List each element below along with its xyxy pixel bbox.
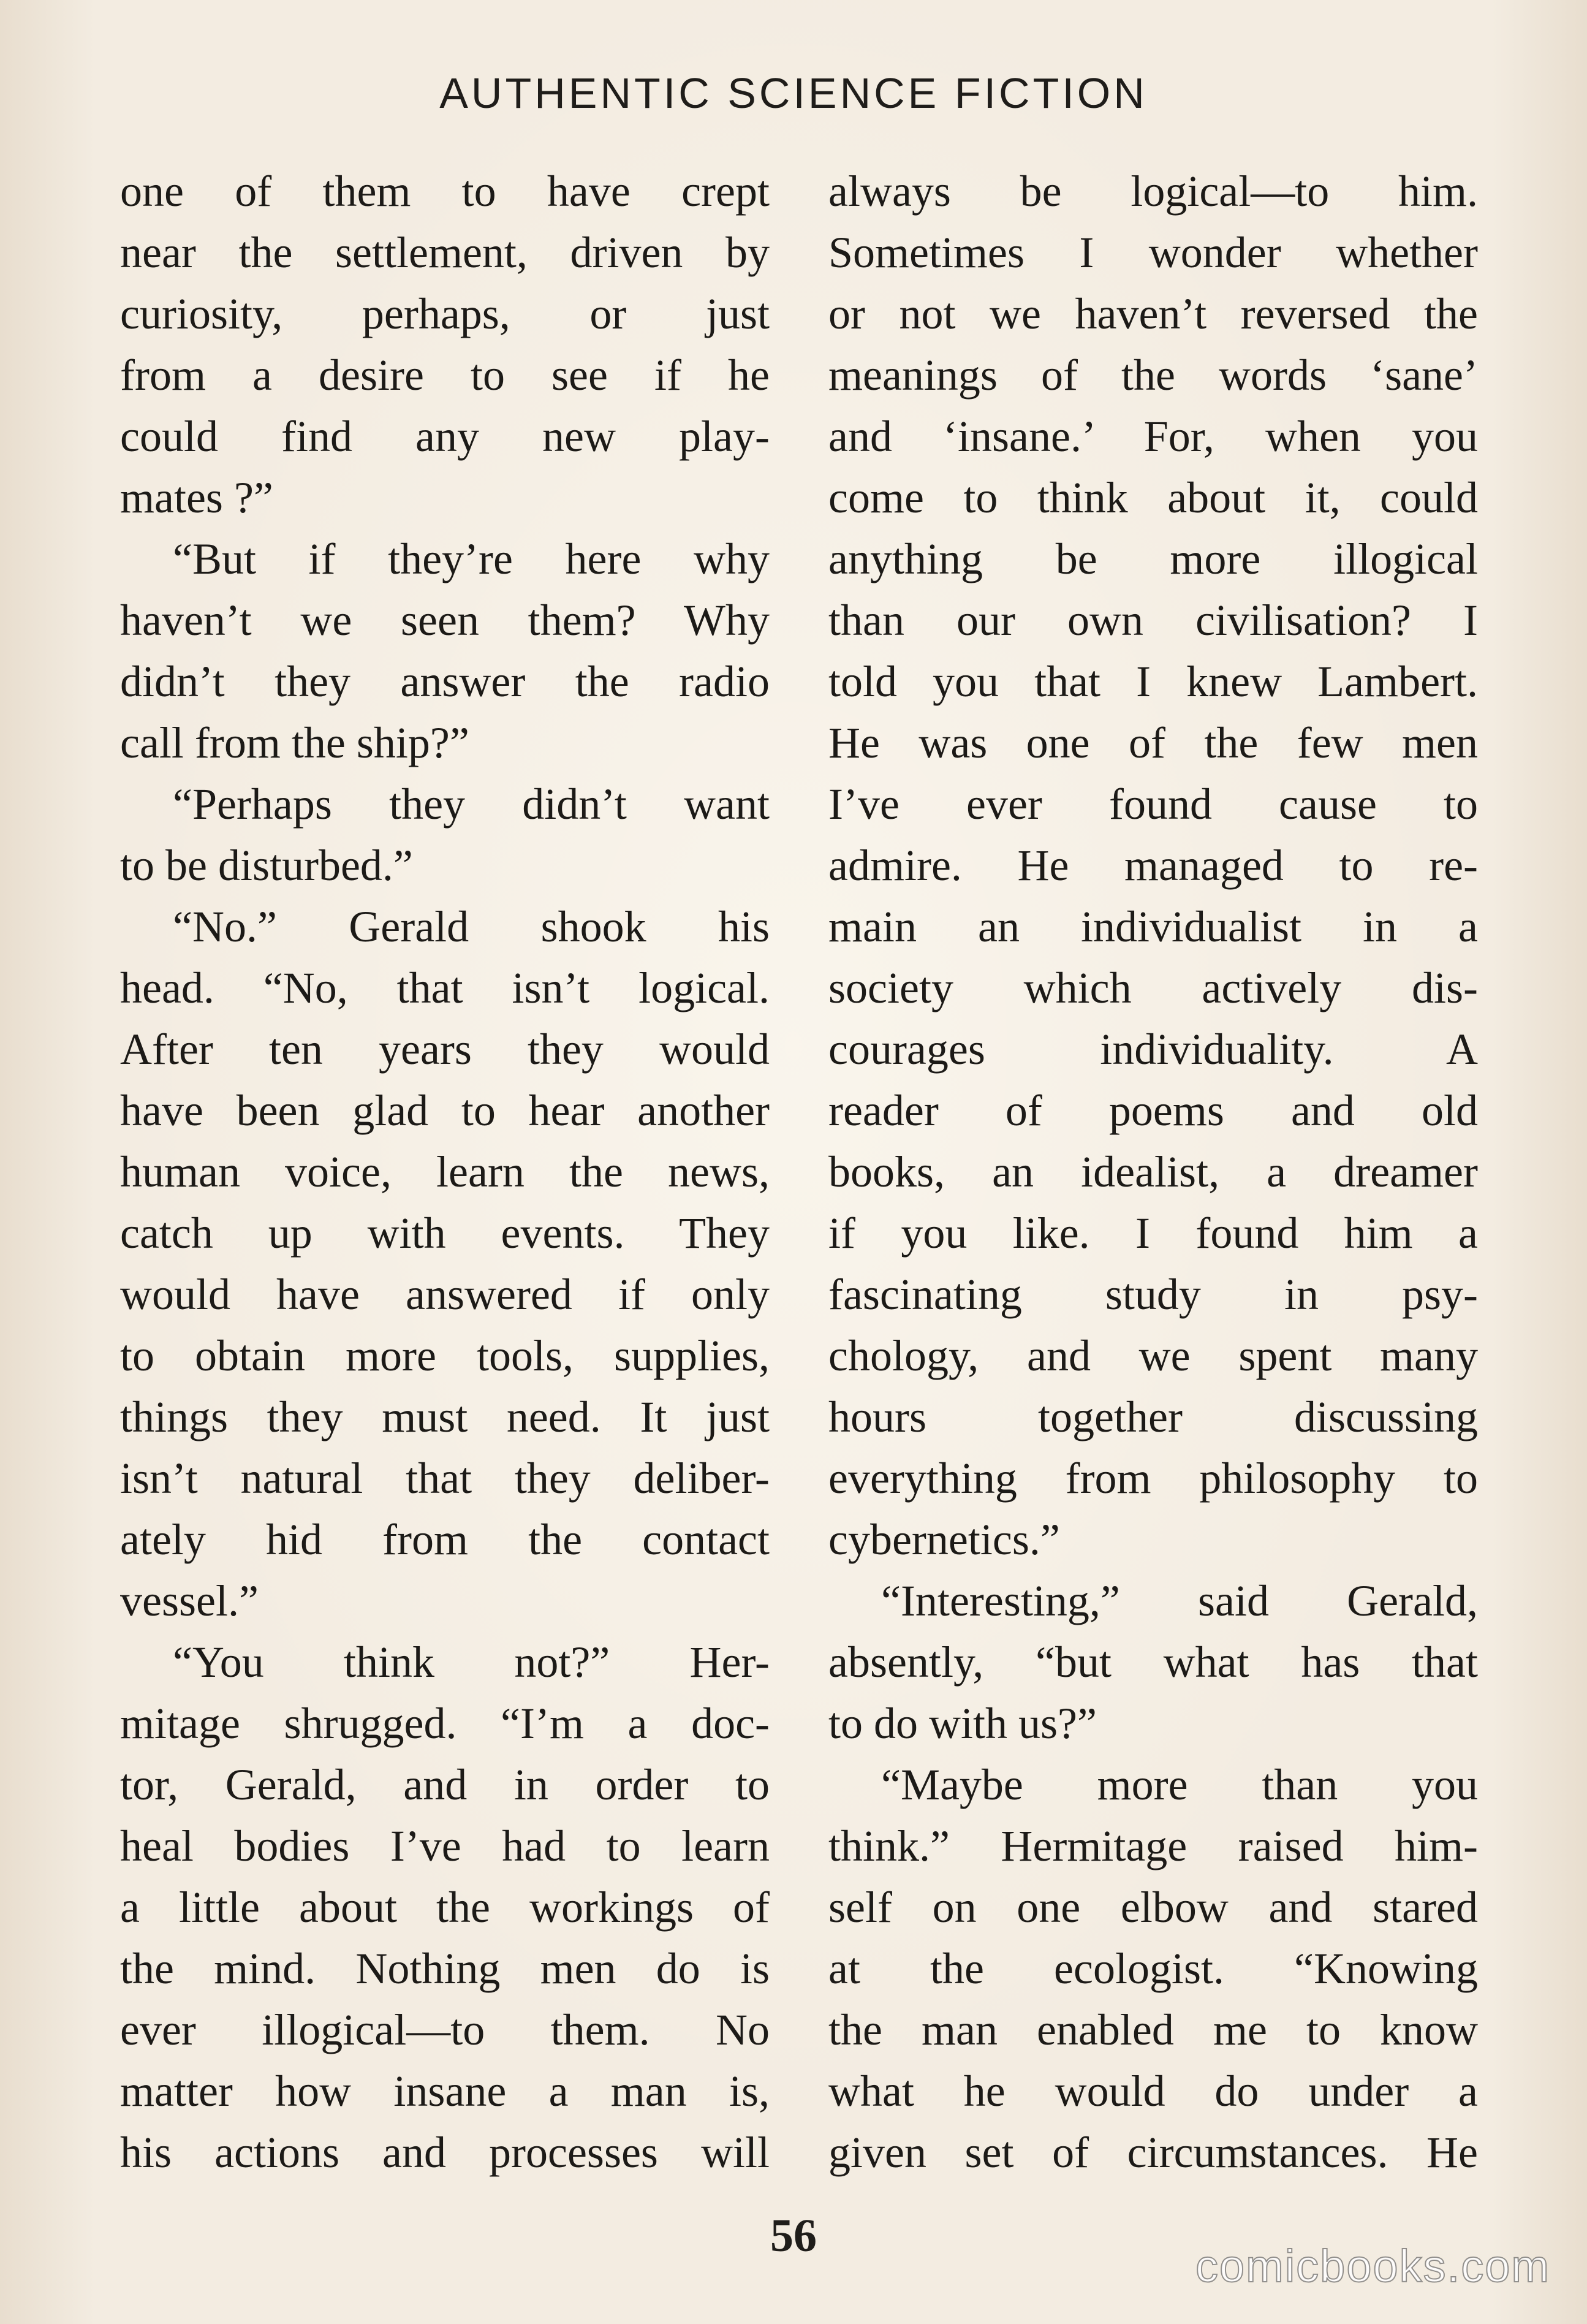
text-line: always be logical—to him. bbox=[828, 167, 1478, 216]
text-line: would have answered if only bbox=[120, 1270, 770, 1319]
text-line: admire. He managed to re- bbox=[828, 841, 1478, 890]
text-line: or not we haven’t reversed the bbox=[828, 289, 1478, 338]
text-line: meanings of the words ‘sane’ bbox=[828, 351, 1478, 400]
text-line: absently, “but what has that bbox=[828, 1638, 1478, 1687]
text-line: He was one of the few men bbox=[828, 718, 1478, 767]
text-line: think.” Hermitage raised him- bbox=[828, 1821, 1478, 1870]
text-line: what he would do under a bbox=[828, 2067, 1478, 2116]
text-line: to obtain more tools, supplies, bbox=[120, 1331, 770, 1380]
text-line: from a desire to see if he bbox=[120, 351, 770, 400]
text-line: “Maybe more than you bbox=[881, 1760, 1478, 1809]
text-line: could find any new play- bbox=[120, 412, 770, 461]
text-line: “Interesting,” said Gerald, bbox=[881, 1576, 1478, 1625]
text-line: self on one elbow and stared bbox=[828, 1883, 1478, 1932]
text-line: books, an idealist, a dreamer bbox=[828, 1147, 1478, 1196]
text-line: “No.” Gerald shook his bbox=[173, 902, 770, 951]
text-line: mates ?” bbox=[120, 473, 273, 522]
text-line: told you that I knew Lambert. bbox=[828, 657, 1478, 706]
text-line: fascinating study in psy- bbox=[828, 1270, 1478, 1319]
text-line: ever illogical—to them. No bbox=[120, 2005, 770, 2054]
text-line: near the settlement, driven by bbox=[120, 228, 770, 277]
text-line: his actions and processes will bbox=[120, 2128, 770, 2177]
text-line: haven’t we seen them? Why bbox=[120, 596, 770, 645]
text-line: isn’t natural that they deliber- bbox=[120, 1454, 770, 1503]
running-head-title: AUTHENTIC SCIENCE FICTION bbox=[439, 69, 1148, 117]
text-line: matter how insane a man is, bbox=[120, 2067, 770, 2116]
text-line: I’ve ever found cause to bbox=[828, 780, 1478, 829]
text-line: and ‘insane.’ For, when you bbox=[828, 412, 1478, 461]
text-line: catch up with events. They bbox=[120, 1209, 770, 1258]
text-line: call from the ship?” bbox=[120, 718, 469, 767]
text-line: anything be more illogical bbox=[828, 534, 1478, 583]
text-line: human voice, learn the news, bbox=[120, 1147, 770, 1196]
text-line: “But if they’re here why bbox=[173, 534, 770, 583]
text-line: ately hid from the contact bbox=[120, 1515, 770, 1564]
text-line: courages individuality. A bbox=[828, 1025, 1478, 1074]
text-line: at the ecologist. “Knowing bbox=[828, 1944, 1478, 1993]
text-line: chology, and we spent many bbox=[828, 1331, 1478, 1380]
text-line: a little about the workings of bbox=[120, 1883, 770, 1932]
text-line: main an individualist in a bbox=[828, 902, 1478, 951]
page-number: 56 bbox=[770, 2210, 817, 2261]
text-line: the mind. Nothing men do is bbox=[120, 1944, 770, 1993]
text-line: one of them to have crept bbox=[120, 167, 770, 216]
text-line: curiosity, perhaps, or just bbox=[120, 289, 770, 338]
text-line: reader of poems and old bbox=[828, 1086, 1478, 1135]
text-line: “Perhaps they didn’t want bbox=[173, 780, 770, 829]
text-line: things they must need. It just bbox=[120, 1392, 770, 1441]
text-line: to be disturbed.” bbox=[120, 841, 413, 890]
text-line: society which actively dis- bbox=[828, 963, 1478, 1012]
text-line: come to think about it, could bbox=[828, 473, 1478, 522]
text-line: Sometimes I wonder whether bbox=[828, 228, 1478, 277]
text-line: have been glad to hear another bbox=[120, 1086, 770, 1135]
text-line: the man enabled me to know bbox=[828, 2005, 1478, 2054]
watermark-logo: comicbooks.com bbox=[1195, 2241, 1550, 2292]
text-column-left bbox=[120, 161, 770, 2183]
text-line: head. “No, that isn’t logical. bbox=[120, 963, 770, 1012]
text-line: After ten years they would bbox=[120, 1025, 770, 1074]
text-line: mitage shrugged. “I’m a doc- bbox=[120, 1699, 770, 1748]
text-line: given set of circumstances. He bbox=[828, 2128, 1478, 2177]
text-column-right bbox=[828, 161, 1478, 2183]
text-line: “You think not?” Her- bbox=[173, 1638, 770, 1687]
text-line: tor, Gerald, and in order to bbox=[120, 1760, 770, 1809]
text-line: heal bodies I’ve had to learn bbox=[120, 1821, 770, 1870]
text-line: hours together discussing bbox=[828, 1392, 1478, 1441]
text-line: cybernetics.” bbox=[828, 1515, 1060, 1564]
text-line: than our own civilisation? I bbox=[828, 596, 1478, 645]
text-line: vessel.” bbox=[120, 1576, 259, 1625]
text-line: didn’t they answer the radio bbox=[120, 657, 770, 706]
text-line: if you like. I found him a bbox=[828, 1209, 1478, 1258]
text-line: to do with us?” bbox=[828, 1699, 1097, 1748]
text-line: everything from philosophy to bbox=[828, 1454, 1478, 1503]
